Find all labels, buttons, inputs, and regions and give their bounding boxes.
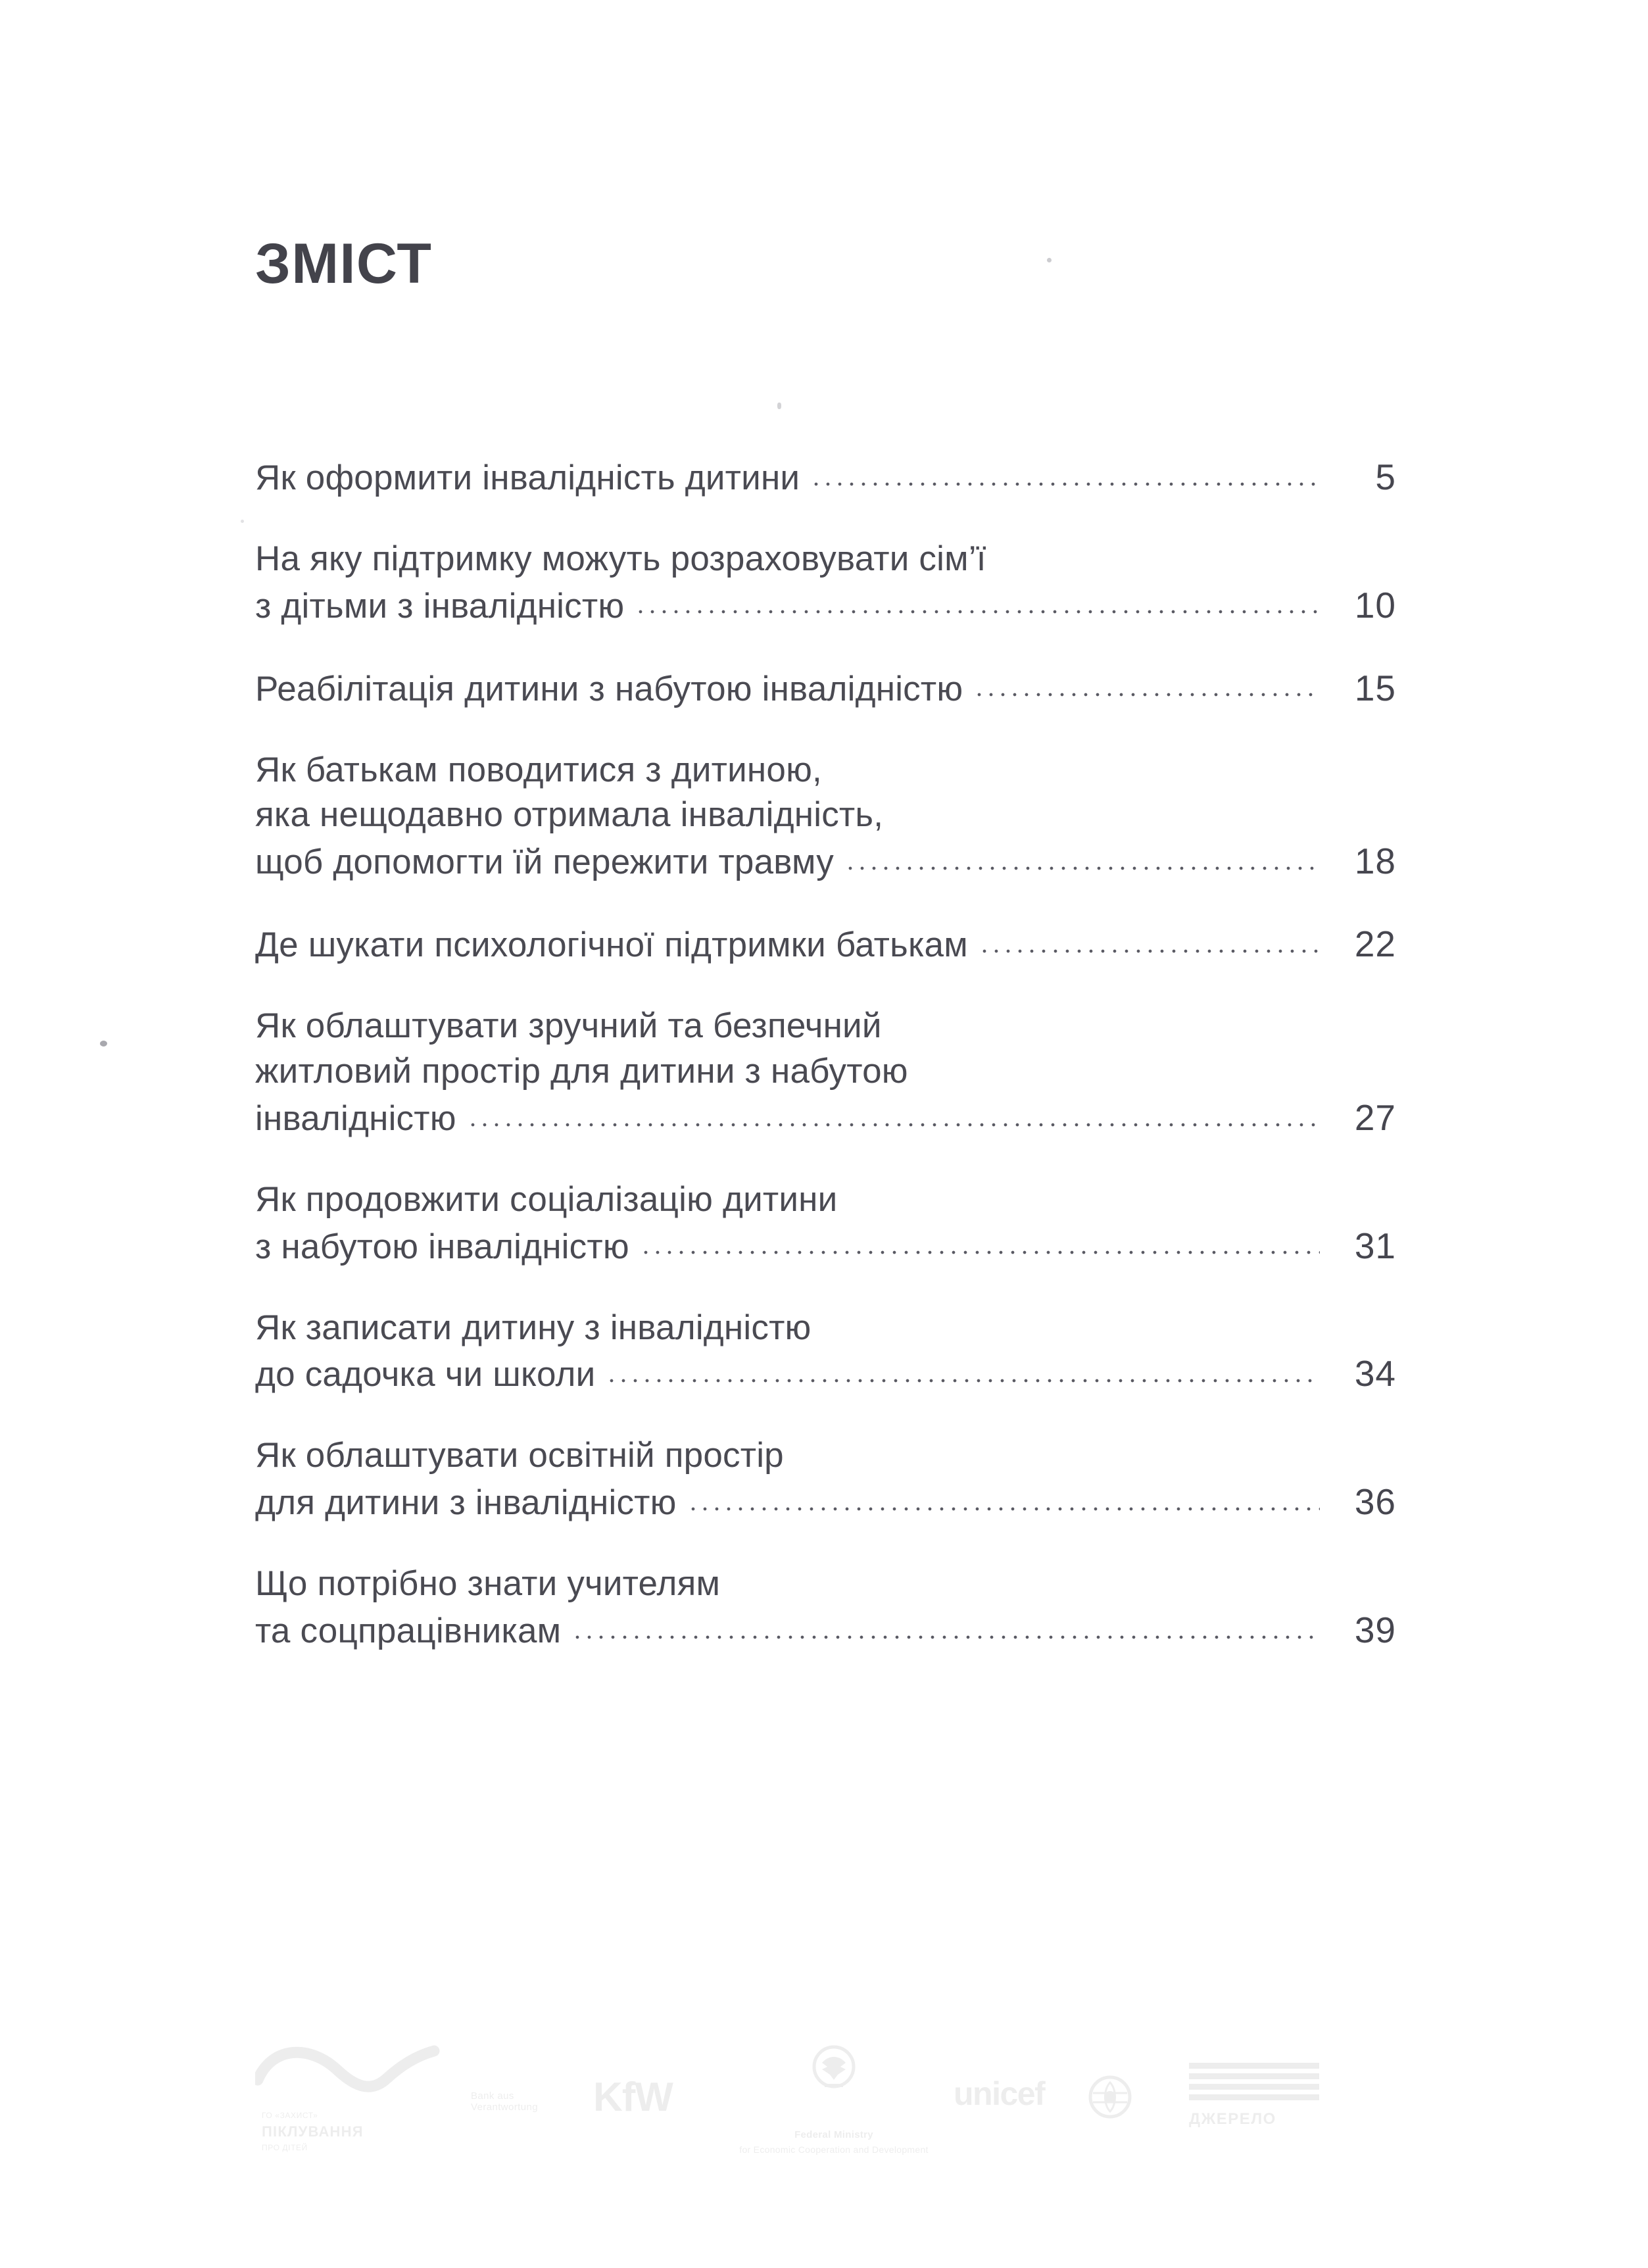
toc-entry-line [255, 1177, 1396, 1223]
toc-entry-label: з дітьми з інвалідністю [255, 586, 625, 626]
toc-entry-last-line [255, 1350, 1396, 1398]
dzherelo-wordmark: ДЖЕРЕЛО [1189, 2110, 1276, 2128]
toc-page-number: 10 [1354, 584, 1396, 626]
toc-entry[interactable] [255, 1562, 1396, 1654]
federal-ministry-caption-bottom: for Economic Cooperation and Development [739, 2144, 929, 2155]
toc-entry-label: Що потрібно знати учителям [255, 1564, 721, 1604]
german-federal-ministry-logo [715, 2039, 952, 2177]
partner-organization-logo [255, 2042, 452, 2167]
toc-entry[interactable] [255, 1306, 1396, 1398]
toc-page-number: 39 [1354, 1610, 1396, 1651]
toc-entry[interactable] [255, 1004, 1396, 1142]
footer-logo-row [255, 2033, 1360, 2184]
toc-dot-leader [982, 922, 1320, 956]
kfw-tagline: Bank aus Verantwortung [471, 2090, 538, 2113]
toc-entry-label: На яку підтримку можуть розраховувати сім’ї [255, 539, 986, 578]
toc-dot-leader [814, 455, 1320, 489]
scan-artifact-dot [241, 520, 244, 523]
toc-entry-line [255, 1433, 1396, 1479]
toc-dot-leader [848, 839, 1320, 874]
scan-artifact-dot [777, 403, 781, 409]
toc-dot-leader [691, 1479, 1320, 1514]
toc-entry-label: житловий простір для дитини з набутою [255, 1052, 908, 1091]
toc-entry-last-line [255, 838, 1396, 885]
toc-page-number: 15 [1354, 667, 1396, 708]
toc-entry-last-line [255, 1223, 1396, 1270]
toc-entry[interactable] [255, 1433, 1396, 1526]
toc-entry-line [255, 748, 1396, 793]
toc-entry-label: та соцпрацівникам [255, 1612, 562, 1651]
toc-entry-label: Де шукати психологічної підтримки батькам [255, 925, 968, 965]
toc-entry-label: щоб допомогти їй пережити травму [255, 843, 834, 882]
toc-page-number: 22 [1354, 924, 1396, 965]
toc-entry-last-line [255, 921, 1396, 968]
scan-artifact-dot [1047, 258, 1052, 262]
toc-page-number: 18 [1354, 841, 1396, 882]
toc-dot-leader [644, 1223, 1320, 1258]
page-title: ЗМІСТ [255, 232, 433, 295]
partner-logo-line-small: ГО «ЗАХИСТ» [262, 2111, 318, 2120]
toc-dot-leader [471, 1095, 1320, 1130]
toc-dot-leader [639, 583, 1320, 618]
toc-entry-line [255, 537, 1396, 582]
toc-entry-label: для дитини з інвалідністю [255, 1483, 677, 1523]
federal-ministry-caption [715, 2128, 952, 2157]
toc-entry-line [255, 1562, 1396, 1607]
page-footer [0, 2033, 1648, 2197]
toc-entry-line [255, 1306, 1396, 1351]
toc-entry[interactable] [255, 454, 1396, 501]
dzherelo-logo [1189, 2063, 1367, 2148]
toc-entry-label: Як батькам поводитися з дитиною, [255, 750, 822, 789]
toc-entry[interactable] [255, 921, 1396, 968]
toc-entry-last-line [255, 1479, 1396, 1526]
toc-entry-label: яка нещодавно отримала інвалідність, [255, 795, 884, 835]
toc-entry[interactable] [255, 748, 1396, 886]
toc-page-number: 5 [1375, 456, 1396, 497]
federal-ministry-caption-top: Federal Ministry [794, 2129, 873, 2140]
toc-entry-line [255, 1004, 1396, 1049]
toc-entry-label: Як продовжити соціалізацію дитини [255, 1179, 838, 1219]
federal-eagle-emblem-icon [802, 2094, 865, 2105]
toc-entry-last-line [255, 1095, 1396, 1142]
toc-entry-label: Реабілітація дитини з набутою інвалідністю [255, 669, 963, 708]
scan-artifact-dot [100, 1041, 107, 1047]
toc-entry-line [255, 793, 1396, 838]
toc-entry-label: Як облаштувати зручний та безпечний [255, 1006, 882, 1046]
toc-entry-line [255, 1049, 1396, 1095]
toc-entry-label: до садочка чи школи [255, 1355, 596, 1394]
toc-dot-leader [977, 666, 1320, 701]
partner-organization-wordmark [262, 2110, 446, 2154]
toc-page-number: 31 [1354, 1225, 1396, 1266]
partner-logo-line-big: ПІКЛУВАННЯ [262, 2123, 364, 2140]
toc-entry-label: інвалідністю [255, 1098, 456, 1138]
toc-entry-label: Як оформити інвалідність дитини [255, 458, 800, 497]
unicef-emblem-icon [1086, 2073, 1134, 2124]
dzherelo-mark-icon [1189, 2063, 1319, 2104]
toc-page-number: 27 [1354, 1097, 1396, 1138]
table-of-contents [255, 454, 1396, 1690]
toc-dot-leader [575, 1608, 1320, 1642]
toc-entry-last-line [255, 1607, 1396, 1654]
kfw-logo [471, 2075, 694, 2140]
swoosh-icon [255, 2042, 452, 2108]
unicef-logo [954, 2073, 1171, 2139]
unicef-wordmark: unicef [954, 2075, 1045, 2112]
toc-entry-last-line [255, 454, 1396, 501]
partner-logo-line-sub: ПРО ДІТЕЙ [262, 2143, 308, 2153]
toc-entry-last-line [255, 665, 1396, 712]
toc-entry-label: Як облаштувати освітній простір [255, 1436, 784, 1475]
toc-entry[interactable] [255, 537, 1396, 629]
toc-page-number: 36 [1354, 1481, 1396, 1523]
toc-page-number: 34 [1354, 1353, 1396, 1394]
toc-dot-leader [610, 1351, 1320, 1386]
kfw-wordmark-icon: KfW [593, 2075, 673, 2120]
toc-entry-label: з набутою інвалідністю [255, 1227, 629, 1266]
toc-entry[interactable] [255, 1177, 1396, 1270]
toc-entry-last-line [255, 582, 1396, 629]
toc-entry[interactable] [255, 665, 1396, 712]
toc-entry-label: Як записати дитину з інвалідністю [255, 1308, 812, 1347]
